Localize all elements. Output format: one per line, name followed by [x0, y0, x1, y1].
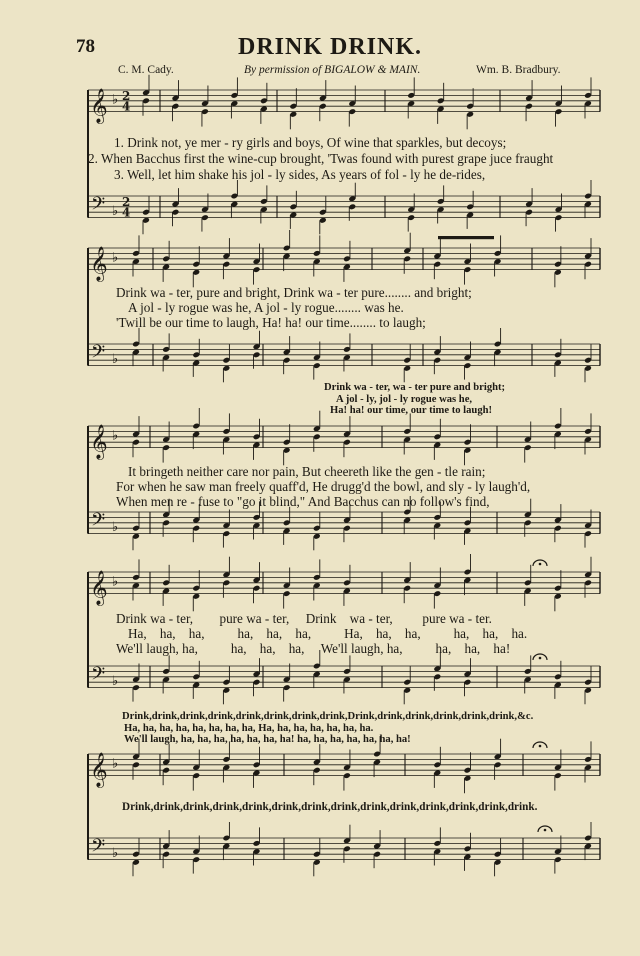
time-sig-top: 2 [122, 194, 131, 209]
fermata-dot [539, 745, 542, 748]
verse-1-line-1: 1. Drink not, ye mer - ry girls and boys, Of wine that sparkles, but decoys; [114, 135, 507, 150]
song-title: DRINK DRINK. [237, 34, 422, 60]
verse-3-line-2: 'Twill be our time to laugh, Ha! ha! our time........ to laugh; [116, 315, 426, 330]
coda-line: Drink,drink,drink,drink,drink,drink,drink,drink,drink,drink,drink,drink,drink,drink. [122, 801, 538, 813]
treble-clef: 𝄞 [90, 88, 108, 124]
verse-2-line-1: 2. When Bacchus first the wine-cup brought, 'Twas found with purest grape juce fraught [88, 151, 554, 166]
permission-credit: By permission of BIGALOW & MAIN. [244, 64, 421, 76]
flat-sign: ♭ [112, 250, 119, 266]
time-sig-bottom: 4 [122, 205, 131, 220]
bass-clef: 𝄢 [91, 664, 106, 690]
flat-sign: ♭ [112, 351, 119, 367]
time-sig-top: 2 [122, 88, 131, 103]
bass-clef: 𝄢 [91, 836, 106, 862]
verse-2-line-3: For when he saw man freely quaff'd, He drugg'd the bowl, and sly - ly laugh'd, [116, 479, 531, 494]
page-number: 78 [76, 36, 95, 57]
fermata-dot [544, 829, 547, 832]
bass-clef: 𝄢 [91, 510, 106, 536]
chorus-line-3: We'll laugh, ha, ha, ha, ha, We'll laugh, ha, ha, ha, ha! [116, 641, 511, 656]
composer-credit: Wm. B. Bradbury. [476, 64, 561, 76]
bass-clef: 𝄢 [91, 342, 106, 368]
verse-1-line-3: It bringeth neither care nor pain, But cheereth like the gen - tle rain; [128, 464, 486, 479]
time-sig-bottom: 4 [122, 99, 131, 114]
flat-sign: ♭ [112, 203, 119, 219]
verse-3-line-1: 3. Well, let him shake his jol - ly sides, As years of fol - ly he de-rides, [114, 167, 486, 182]
chorus-bass-1: Drink,drink,drink,drink,drink,drink,drink,drink,Drink,drink,drink,drink,drink,drink,&c. [122, 711, 534, 722]
verse-2-line-2: A jol - ly rogue was he, A jol - ly rogue........ was he. [128, 300, 404, 315]
bass-echo-2: A jol - ly, jol - ly rogue was he, [336, 394, 473, 405]
flat-sign: ♭ [112, 428, 119, 444]
treble-clef: 𝄞 [90, 752, 108, 788]
fermata-dot [539, 563, 542, 566]
verse-3-line-3: When men re - fuse to "go it blind," And Bacchus can no follow's find, [116, 494, 490, 509]
chorus-line-1: Drink wa - ter, pure wa - ter, Drink wa - ter, pure wa - ter. [116, 611, 492, 626]
flat-sign: ♭ [112, 574, 119, 590]
flat-sign: ♭ [112, 519, 119, 535]
flat-sign: ♭ [112, 756, 119, 772]
chorus-bass-3: We'll laugh, ha, ha, ha, ha, ha, ha, ha! ha, ha, ha, ha, ha, ha, ha! [124, 734, 411, 745]
treble-clef: 𝄞 [90, 424, 108, 460]
flat-sign: ♭ [112, 845, 119, 861]
bass-echo-3: Ha! ha! our time, our time to laugh! [330, 405, 493, 416]
bass-echo-1: Drink wa - ter, wa - ter pure and bright; [324, 382, 506, 393]
flat-sign: ♭ [112, 673, 119, 689]
chorus-line-2: Ha, ha, ha, ha, ha, ha, Ha, ha, ha, ha, ha, ha. [128, 626, 528, 641]
flat-sign: ♭ [112, 92, 119, 108]
fermata-dot [539, 657, 542, 660]
verse-1-line-2: Drink wa - ter, pure and bright, Drink wa - ter pure........ and bright; [116, 285, 472, 300]
bass-clef: 𝄢 [91, 194, 106, 220]
treble-clef: 𝄞 [90, 570, 108, 606]
treble-clef: 𝄞 [90, 246, 108, 282]
lyricist-credit: C. M. Cady. [118, 64, 174, 76]
note-beam [438, 236, 494, 239]
chorus-bass-2: Ha, ha, ha, ha, ha, ha, ha, ha, Ha, ha, ha, ha, ha, ha, ha. [124, 723, 374, 734]
